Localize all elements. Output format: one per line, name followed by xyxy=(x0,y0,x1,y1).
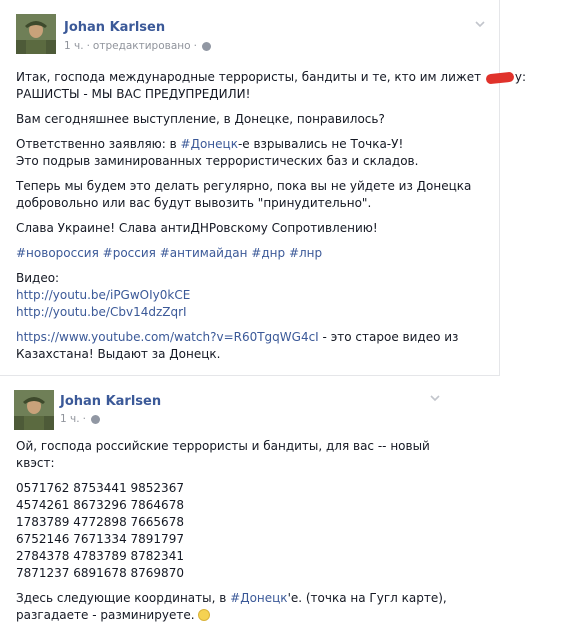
timestamp[interactable]: 1 ч. xyxy=(64,40,84,52)
globe-icon[interactable] xyxy=(202,42,211,51)
timestamp[interactable]: 1 ч. xyxy=(60,413,80,425)
hashtag-link[interactable]: #Донецк xyxy=(180,137,238,151)
hashtag-link[interactable]: #антимайдан xyxy=(159,246,248,260)
hashtag-link[interactable]: #Донецк xyxy=(230,591,288,605)
post-text xyxy=(16,69,527,363)
video-label: Видео: xyxy=(16,271,60,285)
post-2 xyxy=(0,376,500,625)
text-line: Слава Украине! Слава антиДНРовскому Сопротивлению! xyxy=(16,221,378,235)
globe-icon[interactable] xyxy=(91,415,100,424)
edited-label[interactable]: отредактировано xyxy=(92,40,191,52)
hashtag-link[interactable]: #днр xyxy=(251,246,286,260)
text-line: Итак, господа международные террористы, бандиты и те, кто им лижет у: xyxy=(16,70,527,84)
text-line: Вам сегодняшнее выступление, в Донецке, понравилось? xyxy=(16,112,385,126)
coordinate-line: 2784378 4783789 8782341 xyxy=(16,549,184,563)
author-name[interactable]: Johan Karlsen xyxy=(60,394,162,409)
separator: · xyxy=(86,40,90,52)
post-text xyxy=(16,438,486,624)
chevron-down-icon[interactable] xyxy=(472,16,488,32)
video-link[interactable]: http://youtu.be/Cbv14dzZqrI xyxy=(16,305,187,319)
chevron-down-icon[interactable] xyxy=(427,390,443,406)
video-link[interactable]: https://www.youtube.com/watch?v=R60TgqWG4cI xyxy=(16,330,319,344)
text-line: Здесь следующие координаты, в #Донецк'е. (точка на Гугл карте), xyxy=(16,591,447,605)
coordinate-line: 6752146 7671334 7891797 xyxy=(16,532,184,546)
text-line: Ответственно заявляю: в #Донецк-е взрывались не Точка-У! xyxy=(16,137,404,151)
author-name[interactable]: Johan Karlsen xyxy=(64,20,166,35)
redaction-scribble xyxy=(485,71,514,84)
text-line: разгадаете - разминируете. xyxy=(16,607,486,624)
avatar[interactable] xyxy=(14,390,54,430)
hashtag-link[interactable]: #новороссия xyxy=(16,246,99,260)
text-line: Теперь мы будем это делать регулярно, пока вы не уйдете из Донецка xyxy=(16,179,472,193)
post-meta xyxy=(60,412,100,426)
hashtag-row xyxy=(16,245,496,262)
smile-emoji-icon xyxy=(198,609,210,621)
coordinate-line: 1783789 4772898 7665678 xyxy=(16,515,184,529)
avatar[interactable] xyxy=(16,14,56,54)
separator: · xyxy=(82,413,86,425)
text-line: Это подрыв заминированных террористических баз и складов. xyxy=(16,154,419,168)
text-line: https://www.youtube.com/watch?v=R60TgqWG4cI - это старое видео из xyxy=(16,330,459,344)
text-line: Ой, господа российские террористы и бандиты, для вас -- новый xyxy=(16,439,430,453)
text-line: Казахстана! Выдают за Донецк. xyxy=(16,347,221,361)
post-meta xyxy=(64,39,211,53)
hashtag-link[interactable]: #лнр xyxy=(288,246,323,260)
text-line: квэст: xyxy=(16,456,55,470)
text-line: РАШИСТЫ - МЫ ВАС ПРЕДУПРЕДИЛИ! xyxy=(16,87,251,101)
coordinate-line: 7871237 6891678 8769870 xyxy=(16,566,184,580)
coordinate-line: 0571762 8753441 9852367 xyxy=(16,481,184,495)
video-link[interactable]: http://youtu.be/iPGwOIy0kCE xyxy=(16,288,191,302)
coordinate-line: 4574261 8673296 7864678 xyxy=(16,498,184,512)
text-line: добровольно или вас будут вывозить "принудительно". xyxy=(16,196,372,210)
hashtag-link[interactable]: #россия xyxy=(102,246,156,260)
separator: · xyxy=(193,40,197,52)
